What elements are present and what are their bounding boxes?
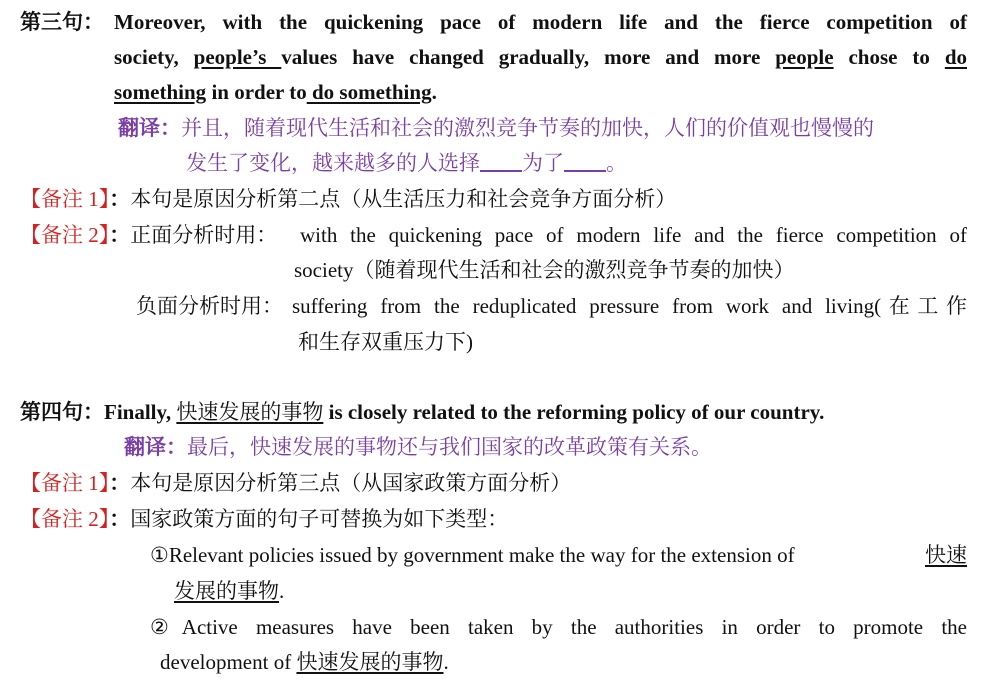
s3-l3d: . [431,80,437,104]
s3-l2b-underlined: people’s [193,45,282,69]
s3-l2f-underlined: do [944,45,967,69]
s3-l2d-underlined: people [775,45,834,69]
s4-label: 第四句： [20,400,104,424]
s4-opt1-l2-end: . [279,579,285,603]
s3-note2-pos-l2: society（随着现代生活和社会的激烈竞争节奏的加快） [294,258,795,282]
s3-note2-neg-label-text: 负面分析时用： [136,294,283,318]
s3-note2-label: 【备注 2】 [20,223,110,247]
s4-note1-label: 【备注 1】 [20,471,110,495]
s3-l3a-underlined: something [114,80,207,104]
s3-note1-text: 本句是原因分析第二点（从生活压力和社会竞争方面分析） [130,187,677,211]
s3-l2c: values have changed gradually, more and more [281,45,776,69]
s3-note-1 [20,186,676,212]
fill-blank-1 [480,150,522,172]
s4-opt1-l1: ①Relevant policies issued by government make the way for the extension of [150,543,795,567]
s3-trans-l2c: 。 [606,151,627,175]
s3-translation-line-2 [186,150,627,176]
s3-l1-text: Moreover, with the quickening pace of modern life and the fierce competition of [114,10,967,34]
s4-option-1-line-1 [150,542,967,568]
s4-trans-label: 翻译： [124,435,187,459]
fill-blank-2 [564,150,606,172]
s3-note1-label: 【备注 1】 [20,187,110,211]
s4-translation [124,434,712,460]
s3-note2-positive-line-2 [294,257,794,283]
s4-note2-text: 国家政策方面的句子可替换为如下类型： [130,507,509,531]
s4-opt1-l2-underlined: 发展的事物 [174,579,279,603]
s3-note2-negative-line-1 [292,293,967,319]
s3-note2-neg-l2: 和生存双重压力下) [298,330,473,354]
s3-line-3 [114,79,437,105]
s4-l1c: is closely related to the reforming policy of our country. [323,400,825,424]
s4-l1a: Finally, [104,400,177,424]
s3-note-2 [20,222,277,248]
s4-line-1 [20,399,824,425]
s3-label [20,9,104,35]
s3-trans-label: 翻译： [118,116,181,140]
s4-opt2-l2-underlined: 快速发展的事物 [296,650,444,674]
s3-note2-pos-l1: with the quickening pace of modern life and the fierce competition of [300,223,967,247]
s3-note2-neg-l1: suffering from the reduplicated pressure from work and living(在工作 [292,294,967,318]
s3-trans-l1: 并且，随着现代生活和社会的激烈竞争节奏的加快，人们的价值观也慢慢的 [181,116,874,140]
s3-l3c-underlined: do something [306,80,432,104]
s3-translation-line-1 [118,115,874,141]
s3-note1-sep: ： [109,187,131,211]
s4-option-2-line-2 [160,649,449,675]
s4-note1-sep: ： [109,471,131,495]
s4-opt2-l1: ②Active measures have been taken by the authorities in order to promote the [150,615,967,639]
s4-note-2 [20,506,508,532]
s3-trans-l2b: 为了 [522,151,564,175]
s3-note2-pos-label: 正面分析时用： [130,223,278,247]
s4-l1b-underlined: 快速发展的事物 [176,400,324,424]
s4-note1-text: 本句是原因分析第三点（从国家政策方面分析） [130,471,572,495]
s4-opt2-l2-end: . [443,650,449,674]
s4-option-2-line-1 [150,614,967,640]
s4-note2-label: 【备注 2】 [20,507,110,531]
s3-note2-sep: ： [109,223,131,247]
s4-opt2-l2a: development of [160,650,297,674]
s3-l3b: in order to [206,80,307,104]
s3-l2a: society, [114,45,194,69]
s4-opt1-l1-underlined: 快速 [925,543,967,567]
s3-label-text: 第三句： [20,10,104,34]
s4-trans-text: 最后，快速发展的事物还与我们国家的改革政策有关系。 [187,435,712,459]
s4-note2-sep: ： [109,507,131,531]
s3-trans-l2a: 发生了变化，越来越多的人选择 [186,151,480,175]
s4-note-1 [20,470,571,496]
s3-l2e: chose to [833,45,945,69]
s3-note2-negative-label [136,293,283,319]
s3-note2-negative-line-2 [298,329,473,355]
s3-note2-positive-line-1 [300,222,967,248]
s4-option-1-line-2 [174,578,284,604]
s3-line-2 [114,44,967,70]
s3-line-1 [114,9,967,35]
